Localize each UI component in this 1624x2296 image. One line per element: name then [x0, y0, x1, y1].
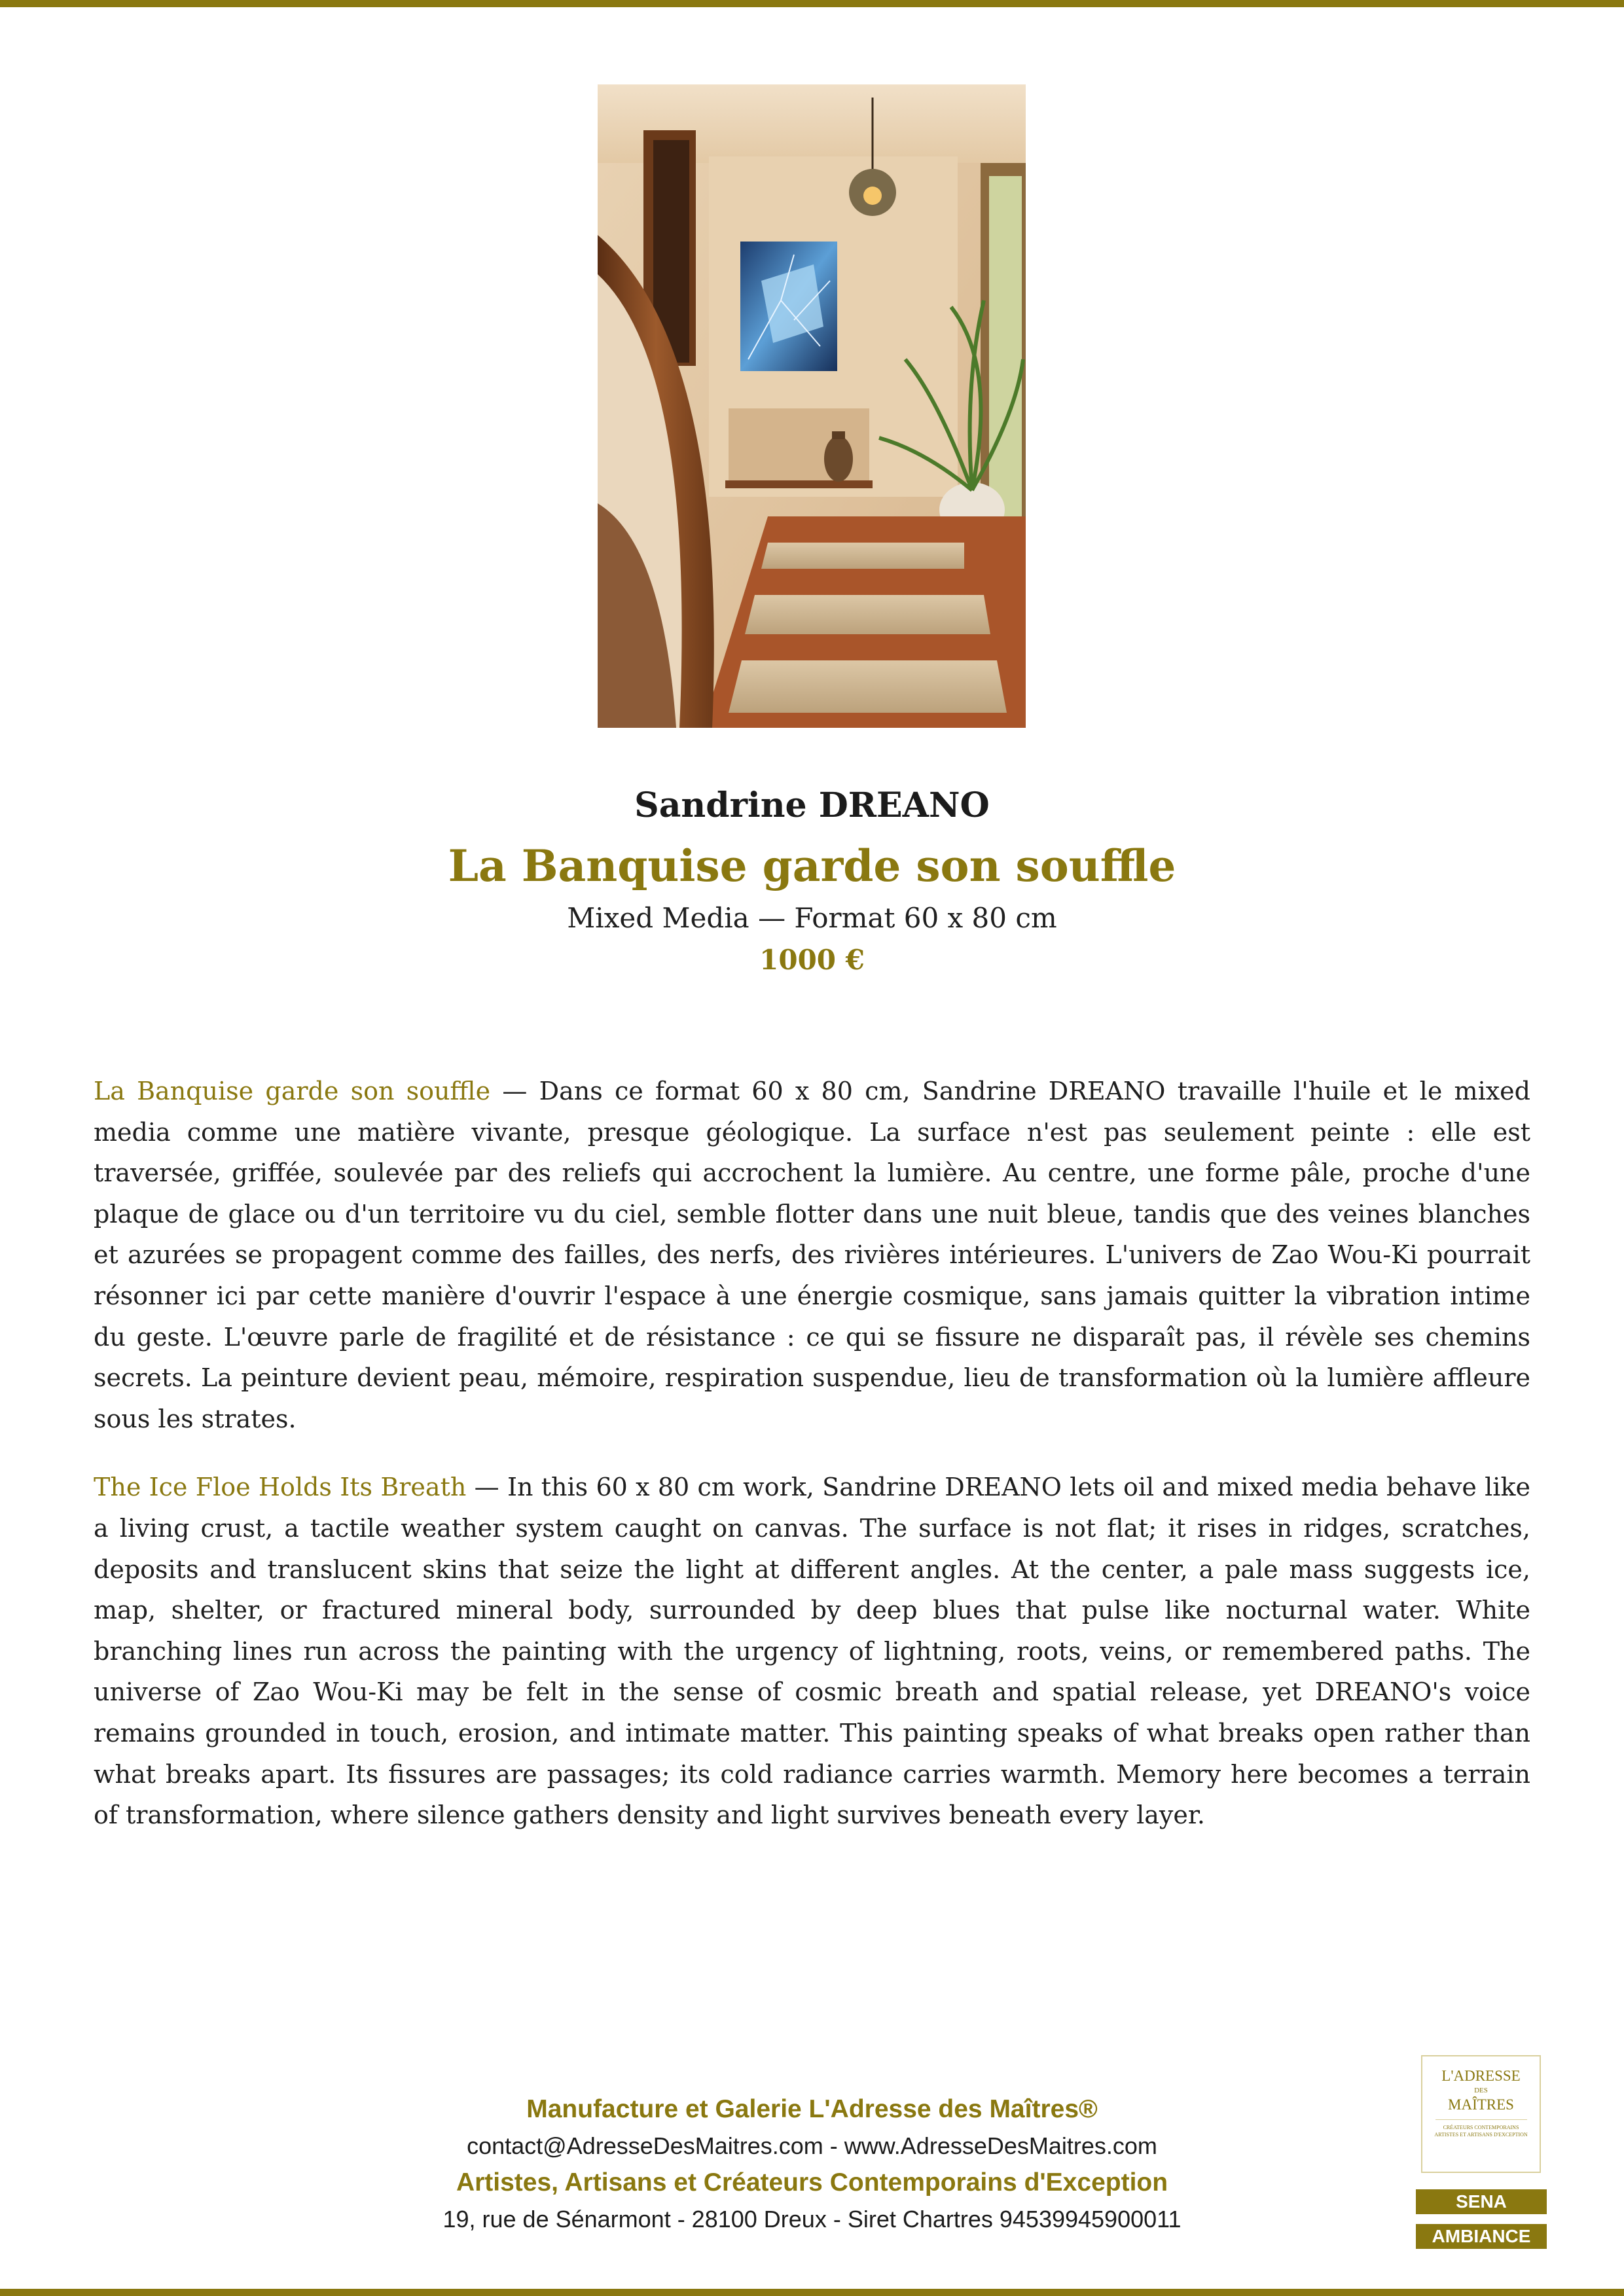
logo-line1: L'ADRESSE: [1441, 2068, 1521, 2084]
description-french-lead: La Banquise garde son souffle: [94, 1077, 491, 1105]
description-french-text: — Dans ce format 60 x 80 cm, Sandrine DREANO travaille l'huile et le mixed media comme une matière vivante, presque géologique. La surface n'est pas seulement peinte : elle est traversée, griffée, soulevée par des reliefs qui accrochent la lumière. Au centre, une forme pâle, proche d'une plaque de glace ou d'un territoire vu du ciel, semble flotter dans une nuit bleue, tandis que des veines blanches et azurées se propagent comme des failles, des nerfs, des rivières intérieures. L'univers de Zao Wou-Ki pourrait résonner ici par cette manière d'ouvrir l'espace à une énergie cosmique, sans jamais quitter la vibration intime du geste. L'œuvre parle de fragilité et de résistance : ce qui se fissure ne disparaît pas, il révèle ses chemins secrets. La peinture devient peau, mémoire, respiration suspendue, lieu de transformation où la lumière affleure sous les strates.: [94, 1077, 1530, 1433]
description-english: [94, 1467, 1530, 1835]
artwork-header: [0, 776, 1624, 980]
gallery-address: 19, rue de Sénarmont - 28100 Dreux - Siret Chartres 94539945900011: [442, 2206, 1182, 2233]
description-english-lead: The Ice Floe Holds Its Breath: [94, 1473, 467, 1502]
gallery-logo: [1421, 2055, 1541, 2173]
logo-line2: DES: [1474, 2087, 1488, 2094]
sena-badge: SENA: [1416, 2189, 1547, 2214]
bottom-rule: [0, 2289, 1624, 2296]
ambiance-badge: AMBIANCE: [1416, 2224, 1547, 2249]
staircase-interior-image: [598, 84, 1026, 728]
artwork-medium: Mixed Media — Format 60 x 80 cm: [567, 902, 1057, 934]
artwork-photo: [598, 84, 1026, 728]
gallery-name: Manufacture et Galerie L'Adresse des Maîtres®: [526, 2095, 1098, 2123]
gallery-contact: contact@AdresseDesMaitres.com - www.AdresseDesMaitres.com: [467, 2132, 1157, 2159]
logo-line4: CRÉATEURS CONTEMPORAINS ARTISTES ET ARTISANS D'EXCEPTION: [1434, 2125, 1528, 2138]
artwork-price: 1000 €: [759, 944, 865, 976]
description-french: [94, 1071, 1530, 1439]
artist-name: Sandrine DREANO: [634, 785, 990, 825]
logo-line3: MAÎTRES: [1448, 2096, 1514, 2113]
logo-divider: [1435, 2119, 1527, 2120]
description-english-text: — In this 60 x 80 cm work, Sandrine DREANO lets oil and mixed media behave like a living crust, a tactile weather system caught on canvas. The surface is not flat; it rises in ridges, scratches, deposits and translucent skins that seize the light at different angles. At the center, a pale mass suggests ice, map, shelter, or fractured mineral body, surrounded by deep blues that pulse like nocturnal water. White branching lines run across the painting with the urgency of lightning, roots, veins, or remembered paths. The universe of Zao Wou-Ki may be felt in the sense of cosmic breath and spatial release, yet DREANO's voice remains grounded in touch, erosion, and intimate matter. This painting speaks of what breaks open rather than what breaks apart. Its fissures are passages; its cold radiance carries warmth. Memory here becomes a terrain of transformation, where silence gathers density and light survives beneath every layer.: [94, 1473, 1530, 1830]
gallery-footer: [0, 2091, 1624, 2238]
gallery-tagline: Artistes, Artisans et Créateurs Contemporains d'Exception: [456, 2168, 1168, 2197]
artwork-title: La Banquise garde son souffle: [448, 840, 1176, 891]
artwork-description: [94, 1071, 1530, 1863]
top-rule: [0, 0, 1624, 7]
